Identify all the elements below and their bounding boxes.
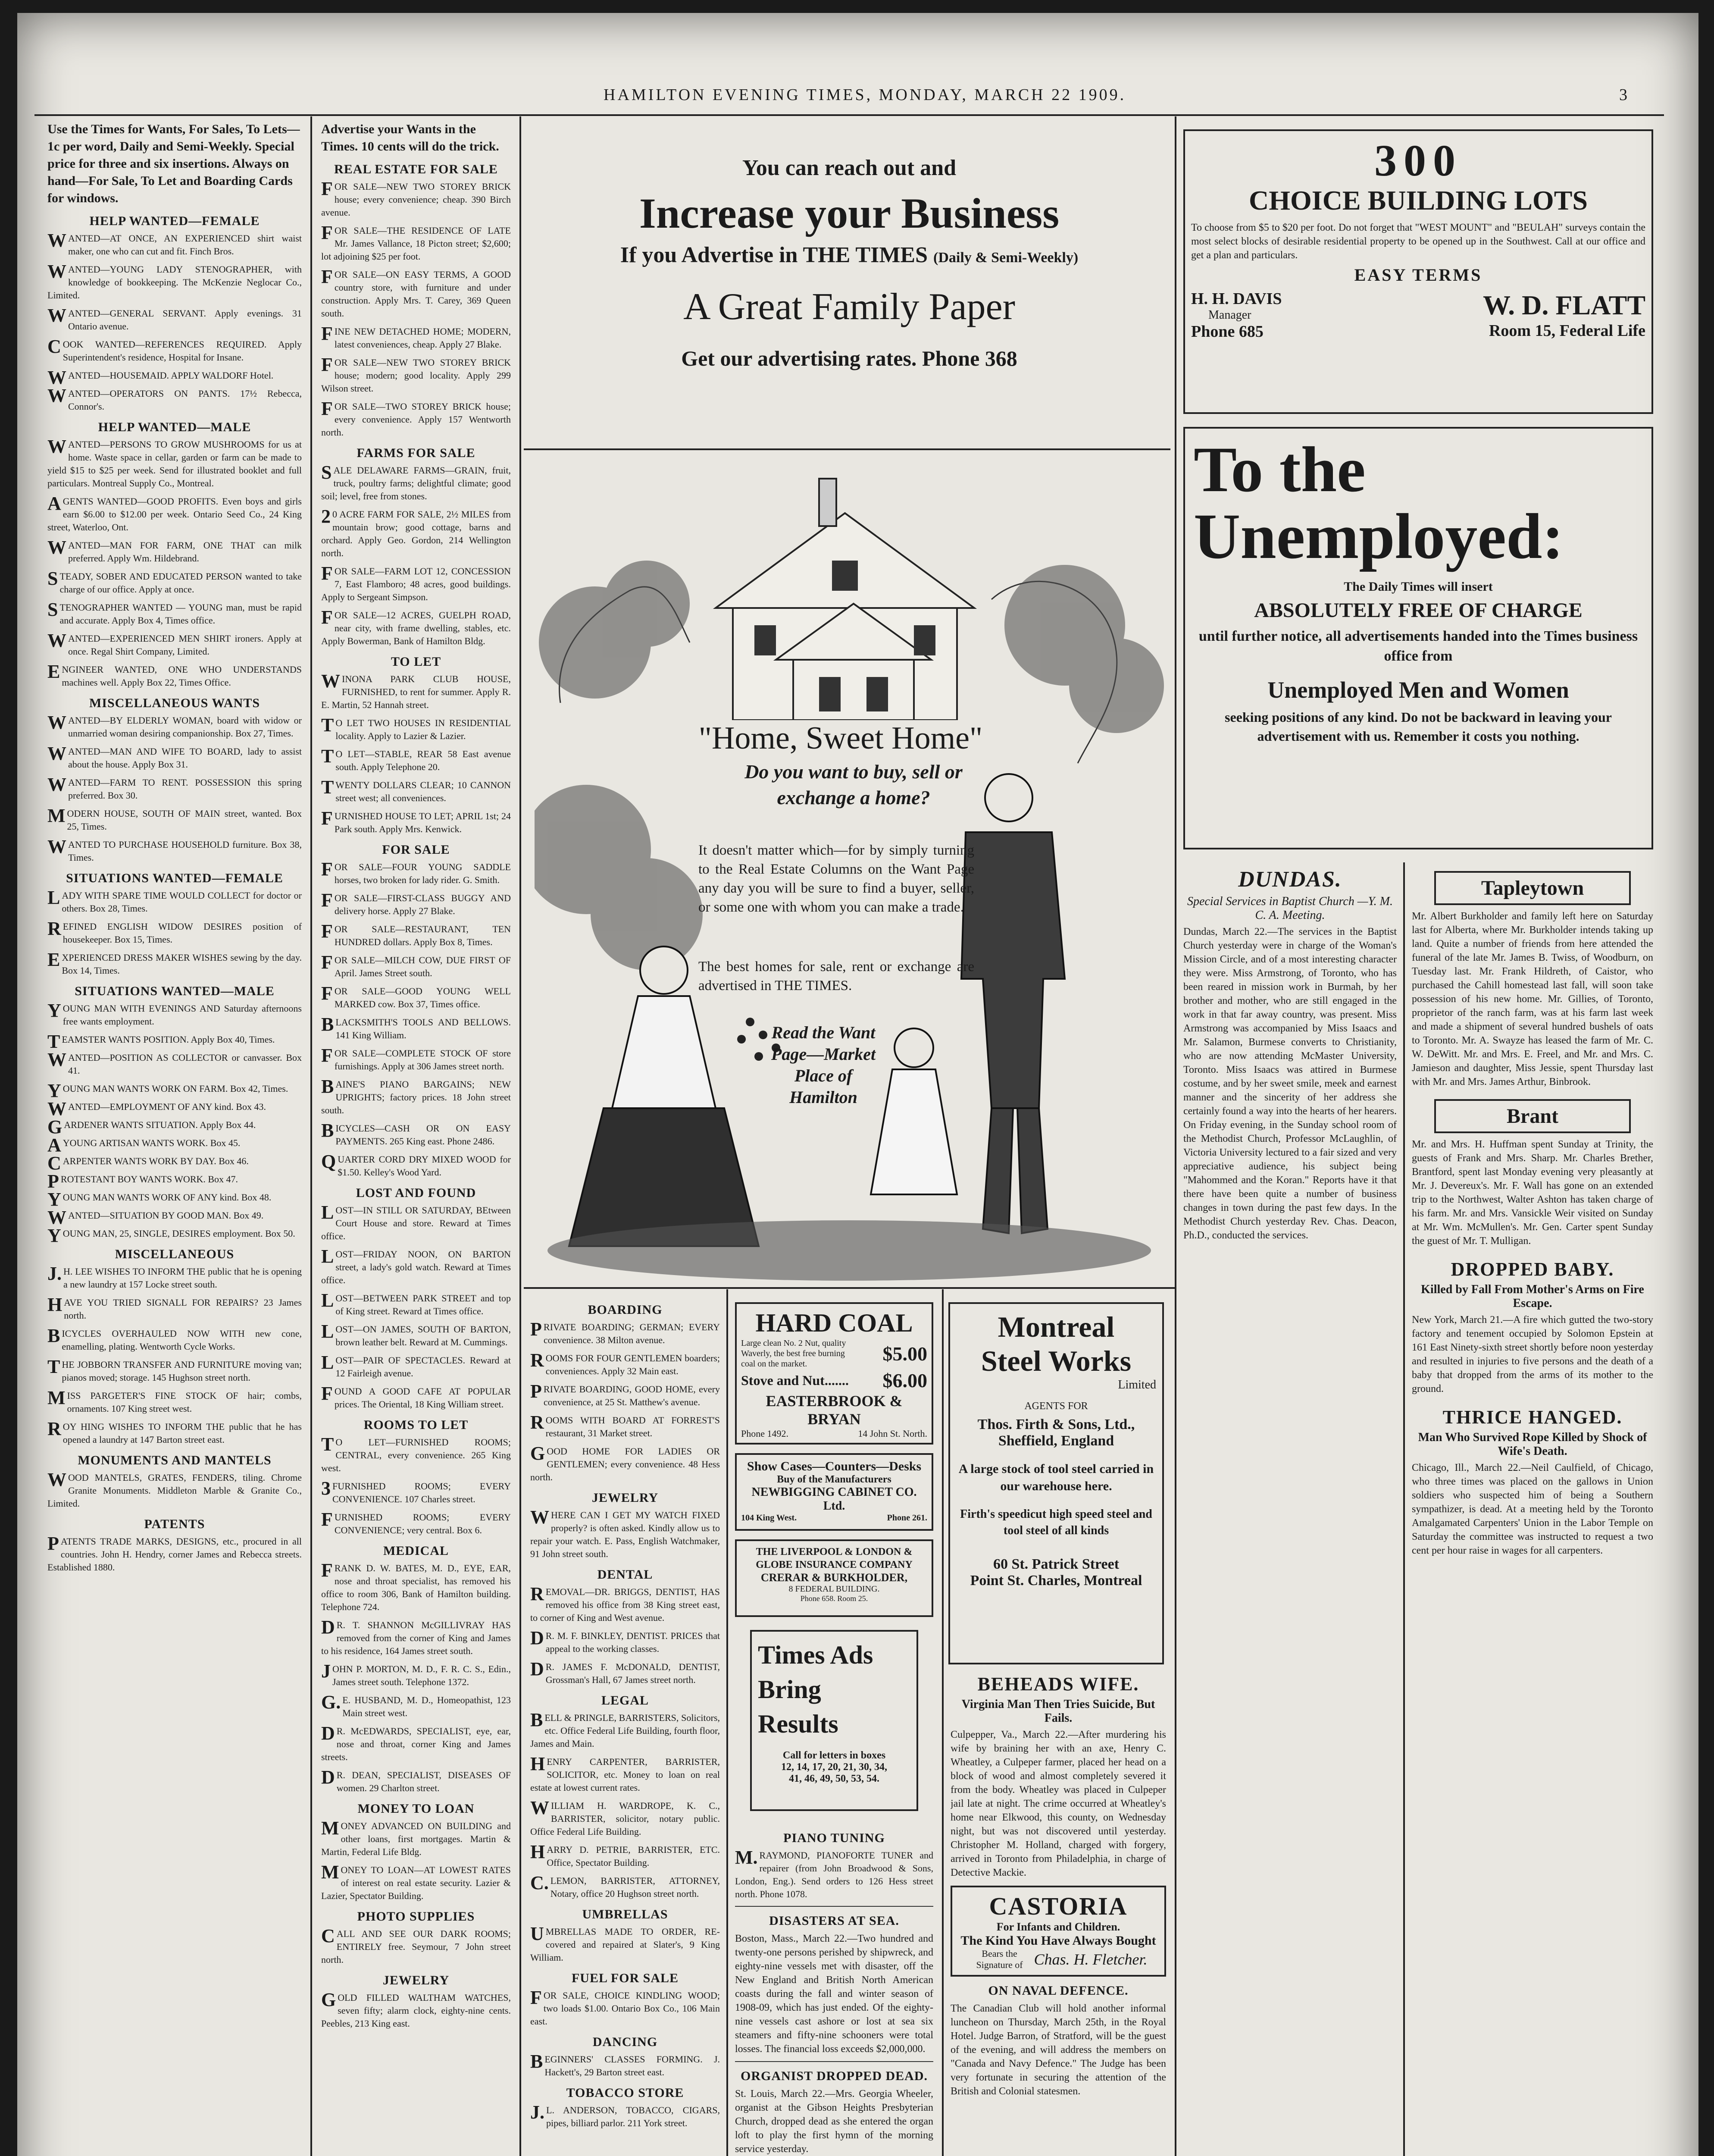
divider: [735, 2061, 933, 2062]
unemployed-line4: Unemployed Men and Women: [1267, 677, 1569, 703]
classified-ad: WANTED—EXPERIENCED MEN SHIRT ironers. Apply at once. Regal Shirt Company, Limited.: [47, 630, 302, 657]
classified-ad: FOR SALE—FOUR YOUNG SADDLE horses, two broken for lady rider. G. Smith.: [321, 859, 511, 885]
classified-ad: FOR SALE—12 ACRES, GUELPH ROAD, near city, with frame dwelling, stables, etc. Apply Bowerman, Bank of Hamilton Bldg.: [321, 607, 511, 646]
times-ad-line3: [535, 242, 1164, 268]
castoria-ad: [951, 1886, 1166, 1977]
coal-price1: $5.00: [882, 1342, 927, 1365]
section-heading: FUEL FOR SALE: [571, 1971, 679, 1985]
classified-ad: ENGINEER WANTED, ONE WHO UNDERSTANDS machines well. Apply Box 22, Times Office.: [47, 661, 302, 688]
classified-ad: FURNISHED ROOMS; EVERY CONVENIENCE; very central. Box 6.: [321, 1509, 511, 1536]
dundas-title: DUNDAS.: [1238, 867, 1342, 892]
classified-ad: BEGINNERS' CLASSES FORMING. J. Hackett's, 29 Barton street east.: [530, 2051, 720, 2078]
classified-ad: C.LEMON, BARRISTER, ATTORNEY, Notary, office 20 Hughson street north.: [530, 1872, 720, 1899]
times-ads-results-box: [750, 1630, 918, 1811]
classified-ad: FRANK D. W. BATES, M. D., EYE, EAR, nose and throat specialist, has removed his office to room 306, Bank of Hamilton building. Telephone 724.: [321, 1560, 511, 1612]
classified-ad: LOST—ON JAMES, SOUTH OF BARTON, brown leather belt. Reward at M. Cummings.: [321, 1321, 511, 1348]
classified-ad: PRIVATE BOARDING, GOOD HOME, every convenience, at 25 St. Matthew's avenue.: [530, 1381, 720, 1407]
section-heading: PHOTO SUPPLIES: [357, 1909, 475, 1924]
classified-ad: DR. McEDWARDS, SPECIALIST, eye, ear, nose and throat, corner King and James streets.: [321, 1723, 511, 1762]
showcase-phone: Phone 261.: [887, 1513, 927, 1523]
classified-ad: FOR SALE—RESTAURANT, TEN HUNDRED dollars. Apply Box 8, Times.: [321, 921, 511, 947]
lots-owner: W. D. FLATT: [1483, 290, 1645, 320]
newspaper-page: [17, 13, 1698, 2156]
classified-ad: EXPERIENCED DRESS MAKER WISHES sewing by the day. Box 14, Times.: [47, 949, 302, 976]
section-heading: SITUATIONS WANTED—FEMALE: [66, 871, 283, 885]
home-ad-body2: The best homes for sale, rent or exchange are advertised in THE TIMES.: [698, 959, 974, 993]
classified-ad: FOR SALE, CHOICE KINDLING WOOD; two loads $1.00. Ontario Box Co., 106 Main east.: [530, 1987, 720, 2027]
classified-ad: CALL AND SEE OUR DARK ROOMS; ENTIRELY free. Seymour, 7 John street north.: [321, 1925, 511, 1965]
classified-ad: TWENTY DOLLARS CLEAR; 10 CANNON street west; all conveniences.: [321, 777, 511, 803]
classified-ad: AGENTS WANTED—GOOD PROFITS. Even boys and girls earn $6.00 to $12.00 per week. Ontario Seed Co., 24 King street, Waterloo, Ont.: [47, 493, 302, 533]
times-ad-line3-main: If you Advertise in THE TIMES: [620, 243, 928, 267]
classified-ad: HENRY CARPENTER, BARRISTER, SOLICITOR, etc. Money to loan on real estate at lowest current rates.: [530, 1753, 720, 1793]
classified-ad: WANTED—BY ELDERLY WOMAN, board with widow or unmarried woman desiring companionship. Box 27, Times.: [47, 712, 302, 739]
showcase-sub: Buy of the Manufacturers: [777, 1474, 891, 1485]
classified-ad: LOST—BETWEEN PARK STREET and top of King street. Reward at Times office.: [321, 1290, 511, 1316]
classified-ad: WHERE CAN I GET MY WATCH FIXED properly? is often asked. Kindly allow us to repair your watch. E. Pass, English Watchmaker, 91 John street south.: [530, 1507, 720, 1559]
classified-ad: FINE NEW DETACHED HOME; MODERN, latest conveniences, cheap. Apply 27 Blake.: [321, 323, 511, 350]
classified-ad: SALE DELAWARE FARMS—GRAIN, fruit, truck, poultry farms; delightful climate; good soil; level, free from stones.: [321, 462, 511, 501]
results-line2: Bring: [758, 1675, 821, 1704]
classified-ad: YOUNG MAN WITH EVENINGS AND Saturday afternoons free wants employment.: [47, 1000, 302, 1027]
classified-ad: FOUND A GOOD CAFE AT POPULAR prices. The Oriental, 18 King William street.: [321, 1383, 511, 1410]
classified-ad: THE JOBBORN TRANSFER AND FURNITURE moving van; pianos moved; storage. 145 Hughson street north.: [47, 1356, 302, 1383]
home-ad-question: Do you want to buy, sell or exchange a home?: [744, 761, 963, 808]
home-ad-cta: Read the Want Page—Market Place of Hamilton: [771, 1023, 876, 1107]
brant-title: Brant: [1434, 1099, 1631, 1133]
section-heading: HELP WANTED—FEMALE: [89, 214, 260, 228]
dropped-baby-title: DROPPED BABY.: [1451, 1259, 1614, 1280]
classified-ad: WANTED—OPERATORS ON PANTS. 17½ Rebecca, Connor's.: [47, 385, 302, 412]
classified-ad: COOK WANTED—REFERENCES REQUIRED. Apply Superintendent's residence, Hospital for Insane.: [47, 336, 302, 363]
thrice-hanged-sub: Man Who Survived Rope Killed by Shock of Wife's Death.: [1418, 1431, 1647, 1458]
page-number: 3: [1619, 86, 1630, 104]
home-ad-title: "Home, Sweet Home": [698, 721, 983, 756]
divider: [735, 1906, 933, 1907]
steel-firm: Thos. Firth & Sons, Ltd.,: [977, 1416, 1135, 1432]
unemployed-line3: until further notice, all advertisements handed into the Times business office from: [1198, 628, 1638, 664]
classified-ad: WANTED—SITUATION BY GOOD MAN. Box 49.: [47, 1207, 264, 1228]
classified-column-2: [321, 121, 511, 2156]
classified-ad: BICYCLES—CASH OR ON EASY PAYMENTS. 265 King east. Phone 2486.: [321, 1120, 511, 1147]
classified-intro-2: Advertise your Wants in the Times. 10 cents will do the trick.: [321, 122, 499, 154]
classified-ad: FOR SALE—THE RESIDENCE OF LATE Mr. James Vallance, 18 Picton street; $2,600; lot adjoining $25 per foot.: [321, 222, 511, 262]
beheads-body: Culpepper, Va., March 22.—After murdering his wife by braining her with an axe, Henry C. Wheatley, a Culpeper farmer, placed her head on a block of wood and almost completely severed it from the body. Wheatley was placed in Culpeper jail late at night. The crime occurred at Wheatley's home near Elkwood, this county, on Wednesday night, but was not discovered until yesterday. Christopher M. Holland, charged with forgery, arrived in Toronto from Philadelphia, in charge of Detective Mackie.: [951, 1729, 1166, 1878]
classified-ad: LOST—IN STILL OR SATURDAY, BEtween Court House and store. Reward at Times office.: [321, 1202, 511, 1241]
news-column-middle: [735, 1824, 933, 2156]
showcase-firm: NEWBIGGING CABINET CO. Ltd.: [751, 1485, 917, 1513]
classified-ad: WANTED—EMPLOYMENT OF ANY kind. Box 43.: [47, 1098, 266, 1119]
piano-body: M.RAYMOND, PIANOFORTE TUNER and repairer (from John Broadwood & Sons, London, Eng.). Send orders to 126 Hess street north. Phone 1078.: [735, 1847, 933, 1899]
showcase-address: 104 King West.: [741, 1513, 797, 1523]
results-boxes1: 12, 14, 17, 20, 21, 30, 34,: [781, 1761, 887, 1773]
steel-addr2: Point St. Charles, Montreal: [970, 1573, 1142, 1589]
classified-ad: GOLD FILLED WALTHAM WATCHES, seven fifty; alarm clock, eighty-nine cents. Peebles, 213 King east.: [321, 1989, 511, 2029]
coal-firm: EASTERBROOK & BRYAN: [766, 1392, 903, 1428]
section-heading: HELP WANTED—MALE: [98, 420, 251, 434]
classified-ad: BELL & PRINGLE, BARRISTERS, Solicitors, etc. Office Federal Life Building, fourth floor, James and Main.: [530, 1709, 720, 1749]
classified-ad: FOR SALE—GOOD YOUNG WELL MARKED cow. Box 37, Times office.: [321, 983, 511, 1009]
classified-column-3: [530, 1296, 720, 2156]
classified-ad: WANTED—PERSONS TO GROW MUSHROOMS for us at home. Waste space in cellar, garden or farm can be made to yield $15 to $25 per week. Send for illustrated booklet and full particulars. Montreal Supply Co., Montreal.: [47, 436, 302, 489]
results-line3: Results: [758, 1710, 838, 1738]
classified-ad: DR. M. F. BINKLEY, DENTIST. PRICES that appeal to the working classes.: [530, 1627, 720, 1654]
section-rule: [524, 448, 1170, 450]
building-lots-ad: [1183, 129, 1653, 414]
castoria-bears: Bears the Signature of: [976, 1948, 1023, 1970]
classified-ad: WANTED—AT ONCE, AN EXPERIENCED shirt waist maker, one who can cut and fit. Finch Bros.: [47, 230, 302, 257]
column-rule: [1403, 862, 1405, 2156]
coal-price2: $6.00: [882, 1369, 927, 1391]
insurance-ad: [735, 1539, 933, 1617]
classified-ad: DR. JAMES F. McDONALD, DENTIST, Grossman's Hall, 67 James street north.: [530, 1658, 720, 1685]
showcase-title: Show Cases—Counters—Desks: [747, 1459, 922, 1473]
steel-title1: Montreal: [998, 1310, 1115, 1343]
section-heading: FOR SALE: [382, 843, 450, 857]
dundas-article: [1183, 867, 1397, 2156]
section-heading: LEGAL: [601, 1693, 649, 1708]
classified-ad: G.E. HUSBAND, M. D., Homeopathist, 123 Main street west.: [321, 1692, 511, 1718]
classified-ad: FOR SALE—COMPLETE STOCK OF store furnishings. Apply at 306 James street north.: [321, 1045, 511, 1072]
steel-firth: Firth's speedicut high speed steel and tool steel of all kinds: [960, 1507, 1152, 1537]
section-heading: MISCELLANEOUS: [115, 1247, 235, 1261]
disasters-body: Boston, Mass., March 22.—Two hundred and twenty-one persons perished by shipwreck, and eighty-nine vessels met with disaster, off the New England and British North American coasts during the fall and winter season of 1908-09, which has just ended. Of the eighty-nine vessels cast ashore or lost at sea six steamers and fifty-nine schooners were total losses. The financial loss exceeds $2,000,000.: [735, 1933, 933, 2055]
lots-number: 300: [1374, 136, 1462, 185]
classified-ad: J.L. ANDERSON, TOBACCO, CIGARS, pipes, billiard parlor. 211 York street.: [530, 2102, 720, 2128]
section-heading: MONUMENTS AND MANTELS: [78, 1453, 272, 1467]
classified-ad: REMOVAL—DR. BRIGGS, DENTIST, HAS removed his office from 38 King street east, to corner of King and West avenue.: [530, 1583, 720, 1623]
section-heading: JEWELRY: [382, 1973, 450, 1987]
castoria-signature: Chas. H. Fletcher.: [1034, 1951, 1148, 1968]
classified-ad: TO LET TWO HOUSES IN RESIDENTIAL locality. Apply to Lazier & Lazier.: [321, 714, 511, 741]
section-heading: LOST AND FOUND: [356, 1186, 476, 1200]
classified-ad: YOUNG MAN WANTS WORK OF ANY kind. Box 48.: [47, 1189, 272, 1210]
classified-ad: PRIVATE BOARDING; GERMAN; EVERY convenience. 38 Milton avenue.: [530, 1319, 720, 1345]
classified-ad: JOHN P. MORTON, M. D., F. R. C. S., Edin., James street south. Telephone 1372.: [321, 1661, 511, 1687]
thrice-hanged-body: Chicago, Ill., March 22.—Neil Caulfield, of Chicago, who three times was placed on the gallows in Union soldiers who suspected him of being a Southern sympathizer, is dead. At a meeting held by the Toronto Amalgamated Carpenters' Union in the Labor Temple on Saturday the committee was instructed to request a two cent per hour raise in wages for all carpenters.: [1412, 1462, 1653, 1556]
steel-addr1: 60 St. Patrick Street: [993, 1556, 1120, 1572]
classified-ad: FOR SALE—NEW TWO STOREY BRICK house; every convenience; cheap. 390 Birch avenue.: [321, 178, 511, 218]
classified-ad: LOST—PAIR OF SPECTACLES. Reward at 12 Fairleigh avenue.: [321, 1352, 511, 1379]
hard-coal-ad: [735, 1302, 933, 1445]
classified-ad: MISS PARGETER'S FINE STOCK OF hair; combs, ornaments. 107 King street west.: [47, 1387, 302, 1414]
section-heading: REAL ESTATE FOR SALE: [334, 162, 498, 176]
section-heading: UMBRELLAS: [582, 1907, 668, 1921]
unemployed-line2: ABSOLUTELY FREE OF CHARGE: [1254, 599, 1583, 622]
classified-ad: GARDENER WANTS SITUATION. Apply Box 44.: [47, 1116, 256, 1138]
classified-ad: TEAMSTER WANTS POSITION. Apply Box 40, Times.: [47, 1031, 275, 1052]
beheads-title: BEHEADS WIFE.: [977, 1673, 1139, 1695]
piano-title: PIANO TUNING: [783, 1831, 885, 1845]
classified-ad: 20 ACRE FARM FOR SALE, 2½ MILES from mountain brow; good cottage, barns and orchard. Apply Geo. Gordon, 214 Wellington north.: [321, 506, 511, 558]
section-heading: BOARDING: [588, 1303, 663, 1317]
steel-title2: Steel Works: [981, 1344, 1132, 1377]
dundas-sub: Special Services in Baptist Church —Y. M. C. A. Meeting.: [1187, 895, 1393, 922]
insurance-phone: Phone 658. Room 25.: [800, 1594, 868, 1603]
classified-ad: WANTED—GENERAL SERVANT. Apply evenings. 31 Ontario avenue.: [47, 305, 302, 332]
tapleytown-body: Mr. Albert Burkholder and family left here on Saturday last for Alberta, where Mr. Burkholder intends taking up land. Quite a number of friends from here attended the funeral of the late Mr. James B. Twiss, of Woodburn, on Tuesday last. Mr. Frank Hildreth, of Caistor, who purchased the Cahill homestead last fall, will soon take possession of his new home. Mr. Gillies, of Toronto, proprietor of the ranch farm, was at his farm last week and made a shipment of several hundred bushels of oats to Toronto. Mr. A. Swayze has leased the farm of Mr. C. W. DeWitt. Mr. and Mrs. E. Freel, and Mr. and Mrs. C. Jamieson and daughter, Miss Jessie, spent Thursday last with Mr. and Mrs. James Arthur, Binbrook.: [1412, 911, 1653, 1087]
results-line1: Times Ads: [758, 1641, 873, 1669]
classified-ad: FOR SALE—MILCH COW, DUE FIRST OF April. James Street south.: [321, 952, 511, 978]
castoria-title: CASTORIA: [989, 1892, 1128, 1920]
classified-ad: DR. DEAN, SPECIALIST, DISEASES OF women. 29 Charlton street.: [321, 1767, 511, 1793]
classified-ad: YOUNG MAN WANTS WORK ON FARM. Box 42, Times.: [47, 1080, 288, 1101]
lots-agent-phone: Phone 685: [1191, 323, 1264, 341]
steel-stock: A large stock of tool steel carried in our warehouse here.: [958, 1462, 1154, 1493]
column-rule: [1175, 116, 1176, 2156]
classified-ad: PATENTS TRADE MARKS, DESIGNS, etc., procured in all countries. John H. Hendry, corner James and Rebecca streets. Established 1880.: [47, 1533, 302, 1573]
classified-ad: HARRY D. PETRIE, BARRISTER, ETC. Office, Spectator Building.: [530, 1841, 720, 1868]
section-rule: [524, 1287, 1175, 1289]
classified-intro: Use the Times for Wants, For Sales, To Lets—1c per word, Daily and Semi-Weekly. Special price for three and six insertions. Always on hand—For Sale, To Let and Boarding Cards for windows.: [47, 122, 300, 205]
insurance-office: 8 FEDERAL BUILDING.: [788, 1584, 880, 1594]
coal-line2: Stove and Nut.......: [741, 1373, 849, 1388]
classified-ad: TO LET—STABLE, REAR 58 East avenue south. Apply Telephone 20.: [321, 746, 511, 772]
classified-ad: WANTED—FARM TO RENT. POSSESSION this spring preferred. Box 30.: [47, 774, 302, 801]
classified-ad: FOR SALE—NEW TWO STOREY BRICK house; modern; good locality. Apply 299 Wilson street.: [321, 354, 511, 394]
classified-ad: 3FURNISHED ROOMS; EVERY CONVENIENCE. 107 Charles street.: [321, 1478, 511, 1504]
classified-ad: ROOMS FOR FOUR GENTLEMEN boarders; conveniences. Apply 32 Main east.: [530, 1350, 720, 1376]
classified-ad: TO LET—FURNISHED ROOMS; CENTRAL, every convenience. 265 King west.: [321, 1434, 511, 1473]
classified-ad: QUARTER CORD DRY MIXED WOOD for $1.50. Kelley's Wood Yard.: [321, 1151, 511, 1178]
coal-line1: Large clean No. 2 Nut, quality Waverly, the best free burning coal on the market.: [741, 1338, 846, 1369]
steel-agents: AGENTS FOR: [1024, 1401, 1088, 1412]
home-sweet-home-ad: [535, 461, 1164, 1281]
classified-column-1: [47, 121, 302, 2156]
news-column-right: [1412, 867, 1653, 2156]
section-heading: MONEY TO LOAN: [357, 1802, 475, 1816]
classified-ad: LADY WITH SPARE TIME WOULD COLLECT for doctor or others. Box 28, Times.: [47, 887, 302, 914]
times-ad-line4: A Great Family Paper: [683, 286, 1015, 328]
classified-ad: STENOGRAPHER WANTED — YOUNG man, must be rapid and accurate. Apply Box 4, Times office.: [47, 599, 302, 626]
classified-ad: WANTED—YOUNG LADY STENOGRAPHER, with knowledge of bookkeeping. The McKenzie Neglocar Co., Limited.: [47, 261, 302, 301]
classified-ad: ROY HING WISHES TO INFORM THE public that he has opened a laundry at 147 Barton street east.: [47, 1418, 302, 1445]
results-boxes2: 41, 46, 49, 50, 53, 54.: [789, 1773, 879, 1784]
classified-ad: WANTED—HOUSEMAID. APPLY WALDORF Hotel.: [47, 367, 274, 388]
classified-ad: MONEY TO LOAN—AT LOWEST RATES of interest on real estate security. Lazier & Lazier, Spectator Building.: [321, 1861, 511, 1901]
showcase-ad: [735, 1453, 933, 1531]
column-rule: [519, 116, 521, 2156]
classified-ad: J.H. LEE WISHES TO INFORM THE public that he is opening a new laundry at 157 Locke street south.: [47, 1263, 302, 1290]
brant-body: Mr. and Mrs. H. Huffman spent Sunday at Trinity, the guests of Frank and Mrs. Sharp. Mr. Charles Brether, Brantford, spent last Monday evening very pleasantly at Mr. J. Devereux's. Mr. F. Wall has gone on an extended trip to the Northwest, Walter Ashton has taken charge of his farm. Mr. and Mrs. Vansickle Weir visited on Sunday at Mr. Wm. McMullen's. Mr. Gen. Carter spent Sunday the guest of Mr. T. Mulligan.: [1412, 1139, 1653, 1247]
unemployed-line1: The Daily Times will insert: [1344, 580, 1493, 594]
classified-ad: AYOUNG ARTISAN WANTS WORK. Box 45.: [47, 1134, 241, 1156]
classified-ad: WILLIAM H. WARDROPE, K. C., BARRISTER, solicitor, notary public. Office Federal Life Building.: [530, 1797, 720, 1837]
classified-ad: UMBRELLAS MADE TO ORDER, RE-covered and repaired at Slater's, 9 King William.: [530, 1923, 720, 1963]
organist-title: ORGANIST DROPPED DEAD.: [741, 2069, 928, 2083]
classified-ad: WANTED—MAN FOR FARM, ONE THAT can milk preferred. Apply Wm. Hildebrand.: [47, 537, 302, 564]
castoria-slogan: The Kind You Have Always Bought: [960, 1934, 1156, 1948]
classified-ad: BLACKSMITH'S TOOLS AND BELLOWS. 141 King William.: [321, 1014, 511, 1040]
lots-body: To choose from $5 to $20 per foot. Do not forget that "WEST MOUNT" and "BEULAH" surveys contain the most select blocks of desirable residential property to be opened up in the Southwest. Call at our office and get a plan and particulars.: [1191, 222, 1645, 261]
steel-limited: Limited: [1118, 1378, 1156, 1391]
section-heading: JEWELRY: [591, 1491, 659, 1505]
section-heading: TOBACCO STORE: [566, 2086, 684, 2100]
dropped-baby-body: New York, March 21.—A fire which gutted the two-story factory and tenement occupied by Solomon Epstein at 161 East Ninety-sixth street shortly before noon yesterday and resulted in injuries to five persons and the death of a baby that dropped from the arms of its mother to the ground.: [1412, 1314, 1653, 1395]
castoria-sub: For Infants and Children.: [996, 1921, 1120, 1933]
section-heading: TO LET: [391, 655, 441, 669]
times-ad-line5: Get our advertising rates. Phone 368: [681, 346, 1017, 370]
classified-ad: FOR SALE—FARM LOT 12, CONCESSION 7, East Flamboro; 48 acres, good buildings. Apply to Sergeant Simpson.: [321, 563, 511, 602]
steel-city: Sheffield, England: [998, 1433, 1114, 1449]
classified-ad: WANTED—MAN AND WIFE TO BOARD, lady to assist about the house. Apply Box 31.: [47, 743, 302, 770]
section-heading: DENTAL: [597, 1567, 653, 1582]
classified-ad: STEADY, SOBER AND EDUCATED PERSON wanted to take charge of our office. Apply at once.: [47, 568, 302, 595]
coal-address: 14 John St. North.: [858, 1428, 927, 1439]
dundas-body: Dundas, March 22.—The services in the Baptist Church yesterday were in charge of the Woman's Mission Circle, and of a most interesting character they were. Miss Armstrong, of Toronto, who has been reared in mission work in Burmah, by her brother and mother, who are still engaged in the work in that far away country, was present. Miss Armstrong was accompanied by Miss Isaacs and Mr. Salamon, Burmese converts to Christianity, who are now attending McMaster University, Toronto. Miss Isaacs was attired in Burmese costume, and by her sweet smile, meek and earnest manner and the sincerity of her address she certainly found a way into the hearts of her hearers. On Friday evening, in the Sunday school room of the Methodist Church, Professor McLaughlin, of Victoria University lectured to a fair sized and very appreciative audience, his subject being "Mahommed and the Koran." Reports have it that there have been quite a number of business changes in town during the past few days. In the Methodist Church yesterday Rev. Chas. Deacon, Ph.D., conducted the services.: [1183, 926, 1397, 1241]
naval-title: ON NAVAL DEFENCE.: [988, 1984, 1129, 1998]
classified-ad: CARPENTER WANTS WORK BY DAY. Box 46.: [47, 1153, 249, 1174]
classified-ad: DR. T. SHANNON McGILLIVRAY HAS removed from the corner of King and James to his residence, 164 James street south.: [321, 1617, 511, 1656]
classified-ad: HAVE YOU TRIED SIGNALL FOR REPAIRS? 23 James north.: [47, 1294, 302, 1321]
lots-owner-room: Room 15, Federal Life: [1489, 322, 1645, 340]
organist-body: St. Louis, March 22.—Mrs. Georgia Wheeler, organist at the Gibson Heights Presbyterian Church, dropped dead as she entered the organ loft to play the first hymn of the morning service yesterday.: [735, 2088, 933, 2155]
unemployed-title2: Unemployed:: [1194, 501, 1564, 572]
classified-ad: PROTESTANT BOY WANTS WORK. Box 47.: [47, 1171, 238, 1192]
unemployed-line5: seeking positions of any kind. Do not be backward in leaving your advertisement with us. Remember it costs you nothing.: [1225, 709, 1612, 744]
thrice-hanged-title: THRICE HANGED.: [1442, 1407, 1623, 1428]
home-ad-body1: It doesn't matter which—for by simply turning to the Real Estate Columns on the Want Page any day you will be sure to find a buyer, seller, or some one with whom you can make a trade.: [698, 843, 974, 915]
classified-ad: FURNISHED HOUSE TO LET; APRIL 1st; 24 Park south. Apply Mrs. Kenwick.: [321, 808, 511, 834]
times-ad: [535, 155, 1164, 423]
classified-ad: FOR SALE—TWO STOREY BRICK house; every convenience. Apply 157 Wentworth north.: [321, 398, 511, 438]
coal-phone: Phone 1492.: [741, 1428, 788, 1439]
classified-ad: MONEY ADVANCED ON BUILDING and other loans, first mortgages. Martin & Martin, Federal Life Bldg.: [321, 1818, 511, 1857]
unemployed-ad: [1183, 427, 1653, 849]
insurance-agents: CRERAR & BURKHOLDER,: [760, 1571, 908, 1584]
section-heading: DANCING: [592, 2035, 658, 2049]
classified-ad: BICYCLES OVERHAULED NOW WITH new cone, enamelling, plating. Wentworth Cycle Works.: [47, 1325, 302, 1352]
beheads-sub: Virginia Man Then Tries Suicide, But Fails.: [961, 1698, 1155, 1725]
naval-body: The Canadian Club will hold another informal luncheon on Thursday, March 25th, in the Royal Hotel. Judge Barron, of Stratford, will be the guest of the evening, and will address the members on "Canada and Navy Defence." The Judge has been very fortunate in securing the attention of the British and Colonial statesmen.: [951, 2003, 1166, 2097]
times-ad-line3-sub: (Daily & Semi-Weekly): [933, 250, 1079, 266]
section-heading: SITUATIONS WANTED—MALE: [75, 984, 275, 998]
masthead-title: HAMILTON EVENING TIMES, MONDAY, MARCH 22 1909.: [604, 86, 1126, 104]
classified-ad: ROOMS WITH BOARD AT FORREST'S restaurant, 31 Market street.: [530, 1412, 720, 1438]
classified-ad: MODERN HOUSE, SOUTH OF MAIN street, wanted. Box 25, Times.: [47, 805, 302, 832]
column-rule: [726, 1289, 728, 2156]
classified-ad: WANTED—POSITION AS COLLECTOR or canvasser. Box 41.: [47, 1049, 302, 1076]
news-column-right-middle: [951, 1673, 1166, 2156]
lots-title: CHOICE BUILDING LOTS: [1249, 185, 1588, 216]
masthead: [17, 86, 1690, 103]
classified-ad: WOOD MANTELS, GRATES, FENDERS, tiling. Chrome Granite Monuments. Middleton Marble & Granite Co., Limited.: [47, 1469, 302, 1509]
steel-works-ad: [948, 1302, 1164, 1664]
classified-ad: WINONA PARK CLUB HOUSE, FURNISHED, to rent for summer. Apply R. E. Martin, 52 Hannah street.: [321, 671, 511, 710]
dropped-baby-sub: Killed by Fall From Mother's Arms on Fire Escape.: [1421, 1283, 1644, 1310]
times-ad-line1: You can reach out and: [742, 156, 956, 180]
times-ad-line2: Increase your Business: [639, 189, 1060, 237]
section-heading: ROOMS TO LET: [363, 1418, 469, 1432]
lots-terms: EASY TERMS: [1354, 265, 1483, 285]
column-rule: [942, 1289, 944, 2156]
lots-agent-role: Manager: [1208, 308, 1251, 322]
masthead-rule: [34, 114, 1664, 116]
section-heading: FARMS FOR SALE: [357, 446, 475, 460]
classified-ad: REFINED ENGLISH WIDOW DESIRES position of housekeeper. Box 15, Times.: [47, 918, 302, 945]
section-heading: PATENTS: [144, 1517, 205, 1531]
results-call: Call for letters in boxes: [782, 1750, 886, 1761]
lots-agent: H. H. DAVIS: [1191, 290, 1282, 308]
tapleytown-title: Tapleytown: [1434, 871, 1631, 905]
classified-ad: FOR SALE—ON EASY TERMS, A GOOD country store, with furniture and under construction. Apply Mrs. T. Carey, 369 Queen south.: [321, 266, 511, 319]
classified-ad: LOST—FRIDAY NOON, ON BARTON street, a lady's gold watch. Reward at Times office.: [321, 1246, 511, 1285]
classified-ad: FOR SALE—FIRST-CLASS BUGGY AND delivery horse. Apply 27 Blake.: [321, 890, 511, 916]
column-rule: [310, 116, 312, 2156]
coal-title: HARD COAL: [755, 1309, 913, 1337]
unemployed-title1: To the: [1194, 434, 1366, 505]
classified-ad: WANTED TO PURCHASE HOUSEHOLD furniture. Box 38, Times.: [47, 836, 302, 863]
section-heading: MISCELLANEOUS WANTS: [89, 696, 260, 710]
classified-ad: YOUNG MAN, 25, SINGLE, DESIRES employment. Box 50.: [47, 1225, 295, 1246]
classified-ad: GOOD HOME FOR LADIES OR GENTLEMEN; every convenience. 48 Hess north.: [530, 1443, 720, 1482]
section-heading: MEDICAL: [383, 1544, 449, 1558]
insurance-title: THE LIVERPOOL & LONDON & GLOBE INSURANCE COMPANY: [756, 1546, 913, 1570]
disasters-title: DISASTERS AT SEA.: [769, 1914, 899, 1928]
classified-ad: BAINE'S PIANO BARGAINS; NEW UPRIGHTS; factory prices. 18 John street south.: [321, 1076, 511, 1116]
